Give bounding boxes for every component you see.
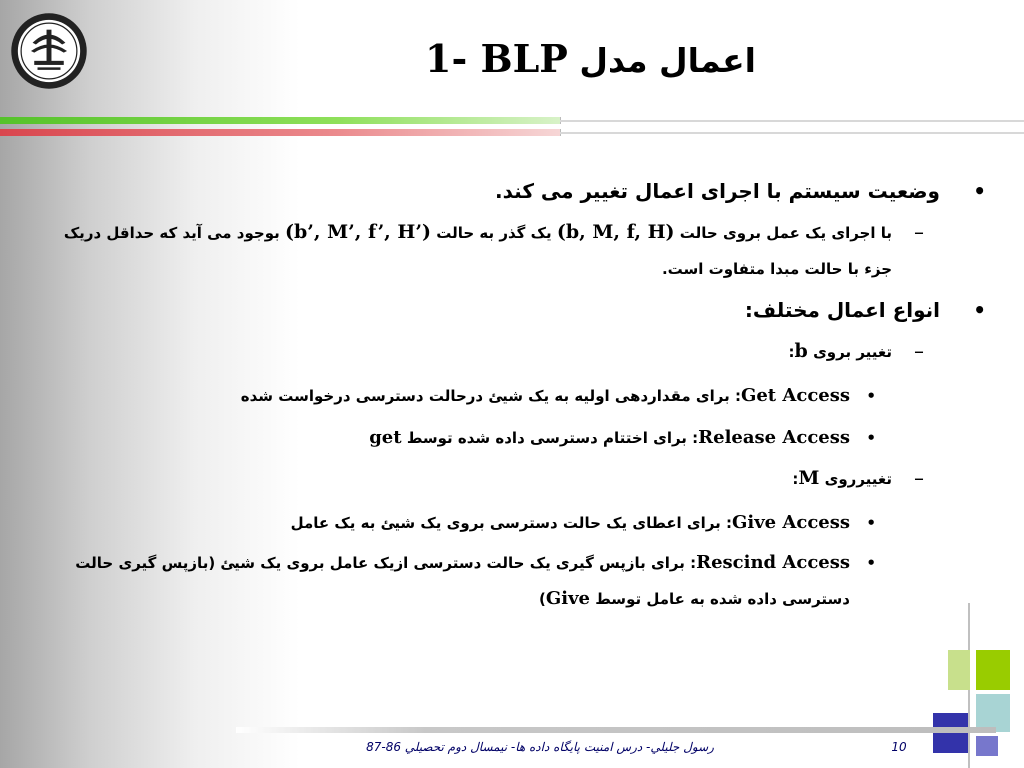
release-access-tail: get (369, 427, 402, 448)
variable-b: b (794, 340, 808, 362)
item-give-access (60, 503, 950, 543)
item-release-access (60, 418, 950, 458)
transition-text-1: با اجرای یک عمل بروی حالت (679, 224, 892, 242)
get-access-name: Get Access (740, 385, 850, 406)
colon: : (792, 470, 799, 488)
bullet-marker: • (866, 514, 876, 532)
footer-bar (236, 727, 996, 733)
dash-marker: – (914, 220, 924, 244)
dash-marker: – (914, 339, 924, 363)
university-emblem-icon (8, 10, 90, 92)
release-access-desc: : برای اختتام دسترسی داده شده توسط (406, 429, 699, 447)
variable-m: M (798, 467, 820, 489)
red-stripe (0, 129, 561, 136)
bullet-marker: • (866, 429, 876, 447)
title-persian: اعمال مدل (579, 41, 756, 80)
bullet-text: انواع اعمال مختلف: (744, 298, 940, 322)
close-paren: ) (539, 590, 546, 608)
slide-body (60, 176, 986, 619)
dash-marker: – (914, 466, 924, 490)
state-tuple-2: (b’, M’, f’, H’) (285, 221, 431, 243)
square-lime (976, 650, 1010, 690)
get-access-desc: : برای مقداردهی اولیه به یک شیئ درحالت دسترسی درخواست شده (240, 387, 741, 405)
transition-text-3: بوجود می آید که حداقل دریک جزء با حالت مبدا متفاوت است. (63, 224, 892, 278)
bullet-marker: • (973, 298, 986, 322)
bullet-marker: • (866, 387, 876, 405)
bullet-text: وضعیت سیستم با اجرای اعمال تغییر می کند. (495, 179, 940, 203)
footer-text: رسول جليلي- درس امنيت پايگاه داده ها- نيمسال دوم تحصيلي 86-87 (366, 740, 714, 754)
item-get-access (60, 376, 950, 416)
subitem-text: تغییر بروی (813, 343, 892, 361)
rescind-access-desc: : برای بازپس گیری یک حالت دسترسی ازیک عامل بروی یک شیئ (بازپس گیری حالت دسترسی داده شده به عامل توسط (75, 554, 850, 608)
subitem-change-m (60, 460, 950, 497)
subitem-change-b (60, 333, 950, 370)
transition-text-2: یک گذر به حالت (436, 224, 552, 242)
title-english: 1- BLP (425, 36, 568, 81)
square-lime-light (948, 650, 970, 690)
subitem-text: تغییرروی (824, 470, 892, 488)
bullet-system-state (60, 176, 986, 206)
subitem-transition (60, 214, 950, 287)
bullet-marker: • (973, 179, 986, 203)
page-number: 10 (891, 740, 907, 754)
item-rescind-access (60, 545, 950, 617)
give-access-name: Give Access (732, 512, 850, 533)
colon: : (788, 343, 795, 361)
grey-stripe-right (560, 120, 1024, 122)
grey-stripe-right-2 (560, 132, 1024, 134)
bullet-marker: • (866, 554, 876, 572)
square-navy-light (976, 736, 998, 756)
state-tuple-1: (b, M, f, H) (556, 221, 675, 243)
rescind-access-name: Rescind Access (696, 552, 850, 573)
green-stripe (0, 117, 561, 124)
square-navy (933, 713, 968, 753)
slide-title (300, 36, 756, 96)
bullet-action-types (60, 295, 986, 325)
give-access-desc: : برای اعطای یک حالت دسترسی بروی یک شیئ به یک عامل (290, 514, 732, 532)
release-access-name: Release Access (698, 427, 850, 448)
rescind-access-tail: Give (545, 588, 591, 609)
